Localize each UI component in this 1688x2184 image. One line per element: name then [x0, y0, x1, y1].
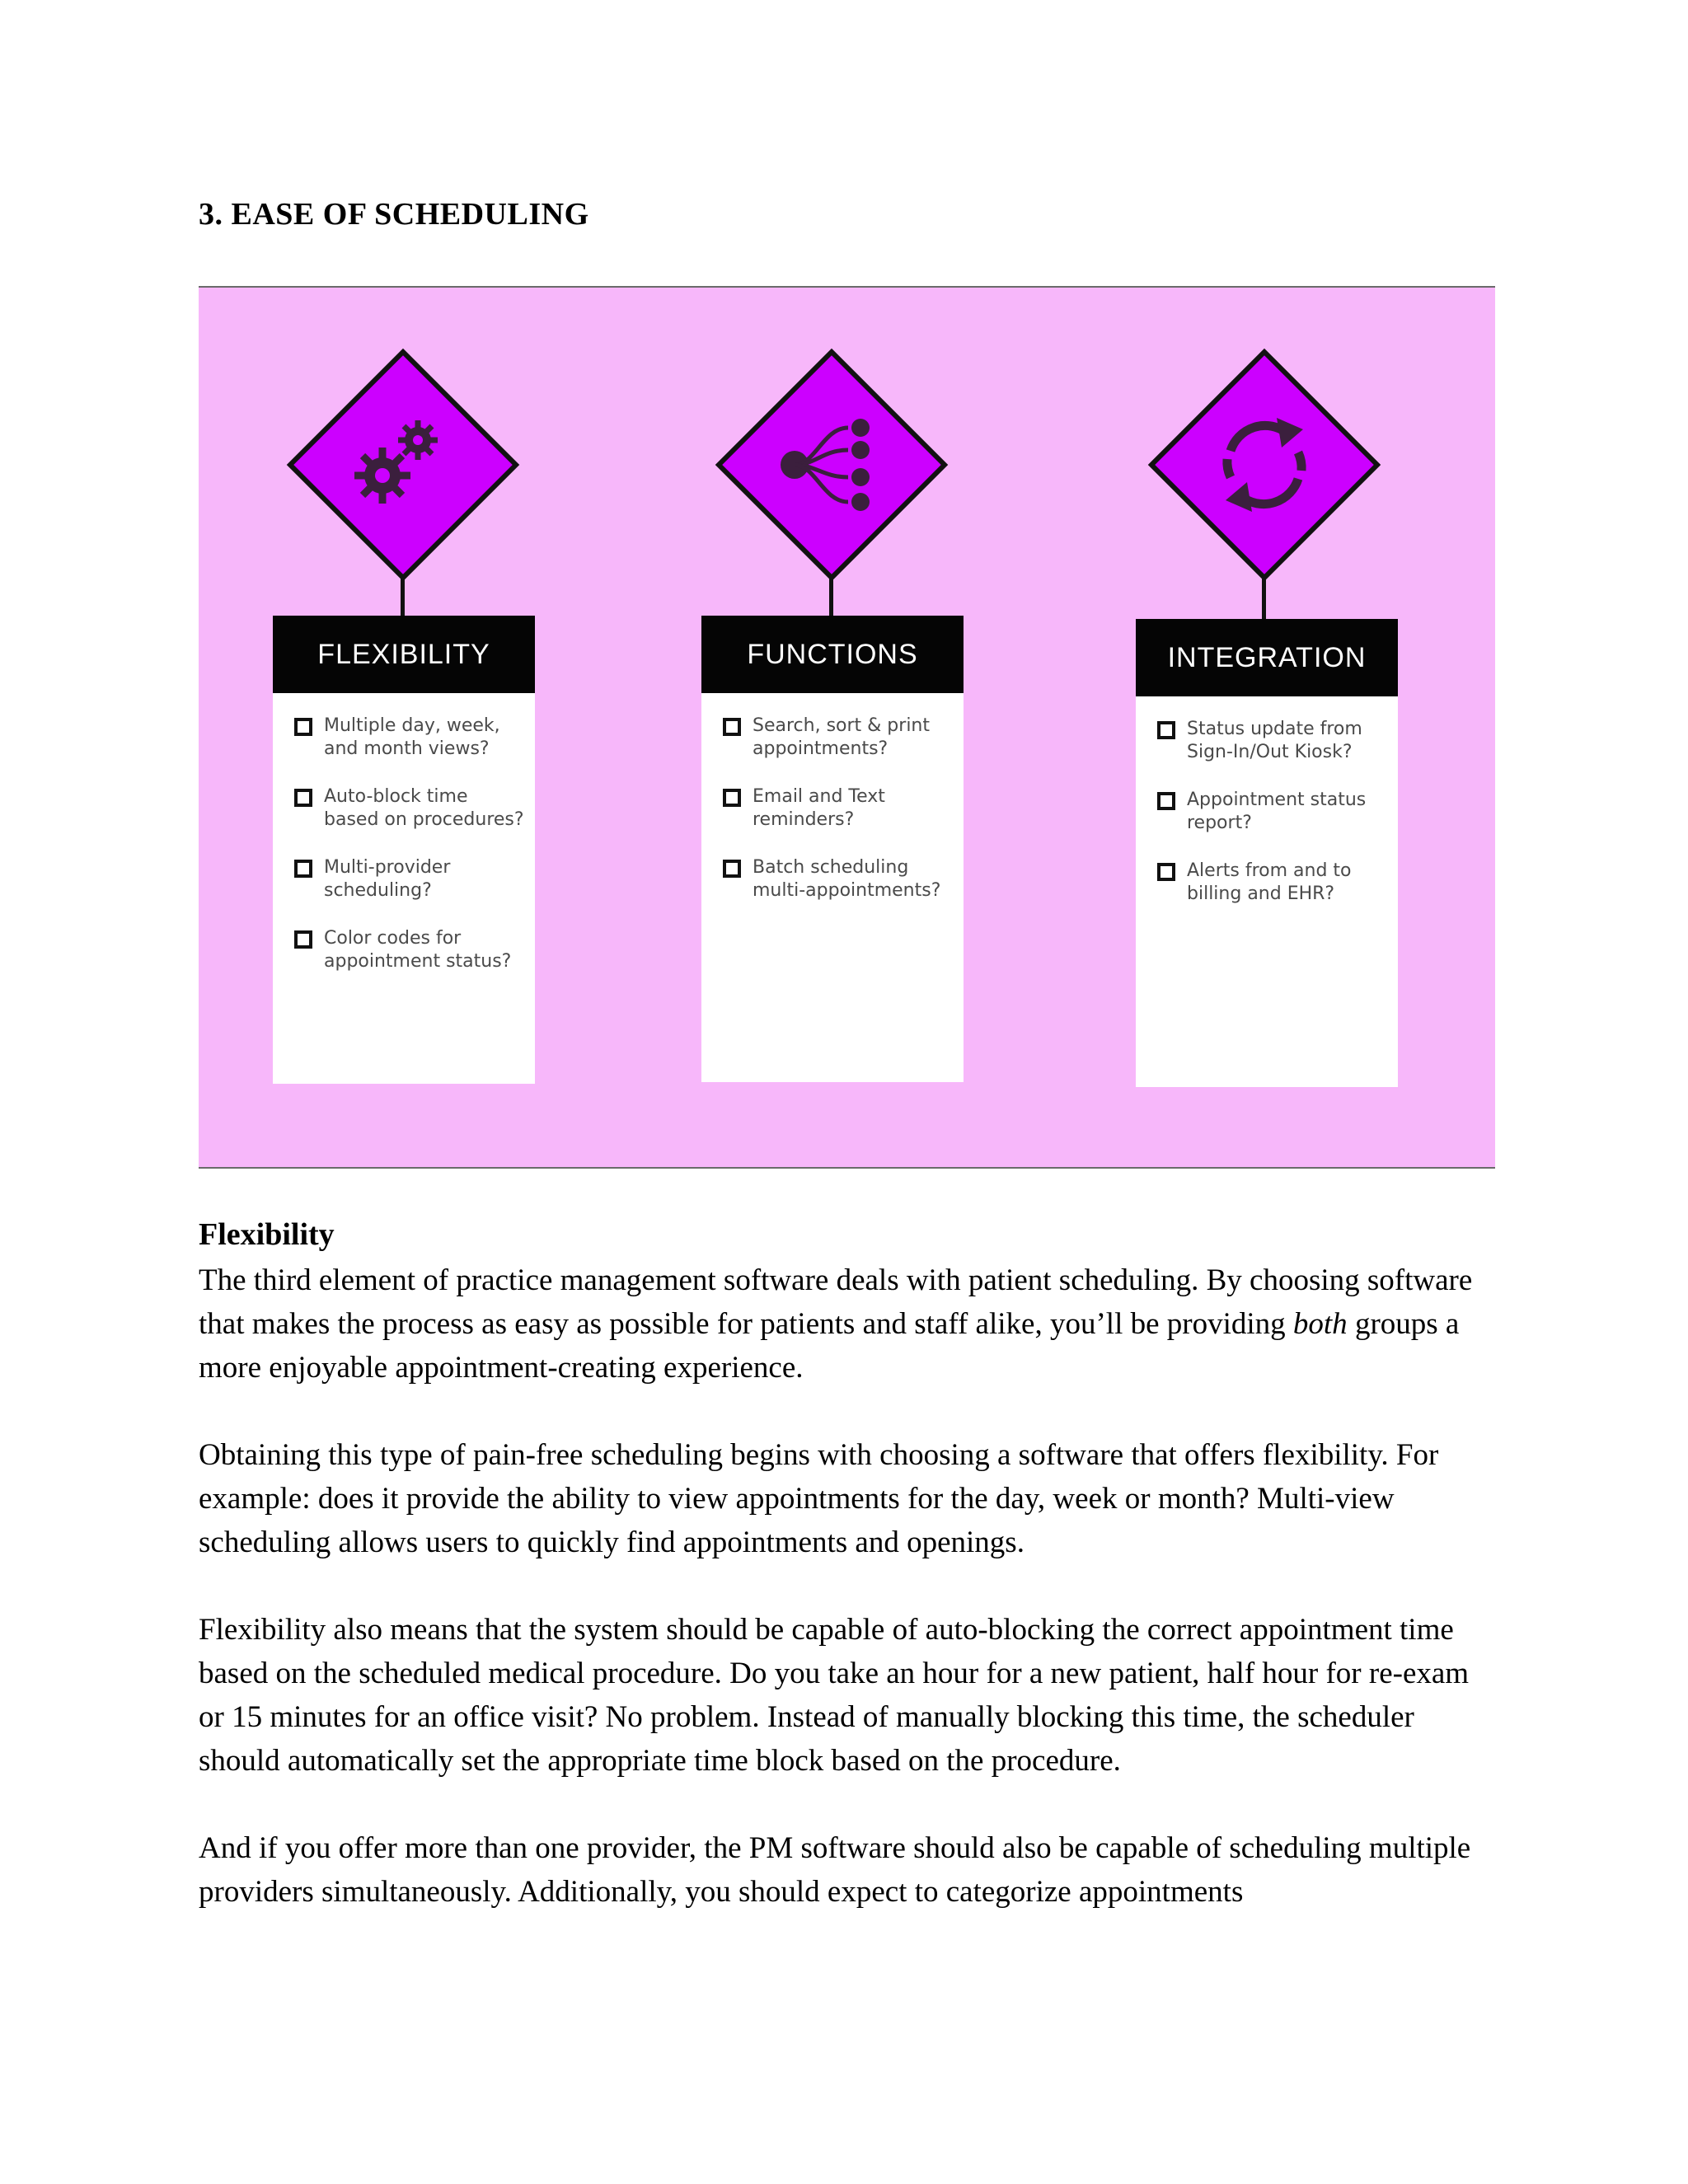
- checklist-item: Multi-provider scheduling?: [294, 856, 535, 902]
- functions-header: FUNCTIONS: [701, 616, 964, 693]
- checklist-item: Status update from Sign-In/Out Kiosk?: [1157, 718, 1398, 764]
- checklist-item: Alerts from and to billing and EHR?: [1157, 860, 1398, 906]
- checklist-item: Search, sort & print appointments?: [723, 715, 964, 761]
- paragraph-2: Obtaining this type of pain-free scheduling begins with choosing a software that offers flexibility. For example: does it provide the ability to view appointments for the day, week or month? Multi-view scheduling allows users to quickly find appointments and openings.: [199, 1437, 1439, 1559]
- functions-diamond: [712, 345, 951, 584]
- article-subheading: Flexibility: [199, 1217, 335, 1252]
- paragraph-1: The third element of practice management software deals with patient scheduling. By choosing software that makes the process as easy as possible for patients and staff alike, you’ll be providing both groups a more enjoyable appointment-creating experience.: [199, 1263, 1473, 1385]
- article-body: [199, 1216, 1501, 1957]
- checklist-item: Batch scheduling multi-appointments?: [723, 856, 964, 902]
- checklist-item: Auto-block time based on procedures?: [294, 785, 535, 832]
- checkbox-icon: [294, 860, 312, 878]
- checklist-item: Color codes for appointment status?: [294, 927, 535, 973]
- checklist-item: Multiple day, week, and month views?: [294, 715, 535, 761]
- paragraph-4: And if you offer more than one provider, the PM software should also be capable of scheduling multiple providers simultaneously. Additionally, you should expect to categorize appointments: [199, 1830, 1471, 1909]
- checkbox-icon: [294, 789, 312, 807]
- checkbox-icon: [1157, 721, 1175, 739]
- checkbox-icon: [294, 930, 312, 949]
- integration-header: INTEGRATION: [1136, 619, 1398, 696]
- scheduling-infographic: [199, 286, 1495, 1169]
- checkbox-icon: [294, 718, 312, 736]
- checkbox-icon: [723, 860, 741, 878]
- checklist-item: Appointment status report?: [1157, 789, 1398, 835]
- checkbox-icon: [723, 789, 741, 807]
- paragraph-3: Flexibility also means that the system should be capable of auto-blocking the correct appointment time based on the scheduled medical procedure. Do you take an hour for a new patient, half hour for re-exam or 15 minutes for an office visit? No problem. Instead of manually blocking this time, the scheduler should automatically set the appropriate time block based on the procedure.: [199, 1612, 1470, 1778]
- functions-card: [701, 616, 964, 1082]
- integration-card: [1136, 619, 1398, 1087]
- checklist-item: Email and Text reminders?: [723, 785, 964, 832]
- integration-diamond: [1145, 345, 1384, 584]
- flexibility-header: FLEXIBILITY: [273, 616, 535, 693]
- checkbox-icon: [723, 718, 741, 736]
- section-title: 3. EASE OF SCHEDULING: [199, 197, 589, 232]
- checkbox-icon: [1157, 792, 1175, 810]
- flexibility-diamond: [284, 345, 523, 584]
- checkbox-icon: [1157, 863, 1175, 881]
- flexibility-card: [273, 616, 535, 1084]
